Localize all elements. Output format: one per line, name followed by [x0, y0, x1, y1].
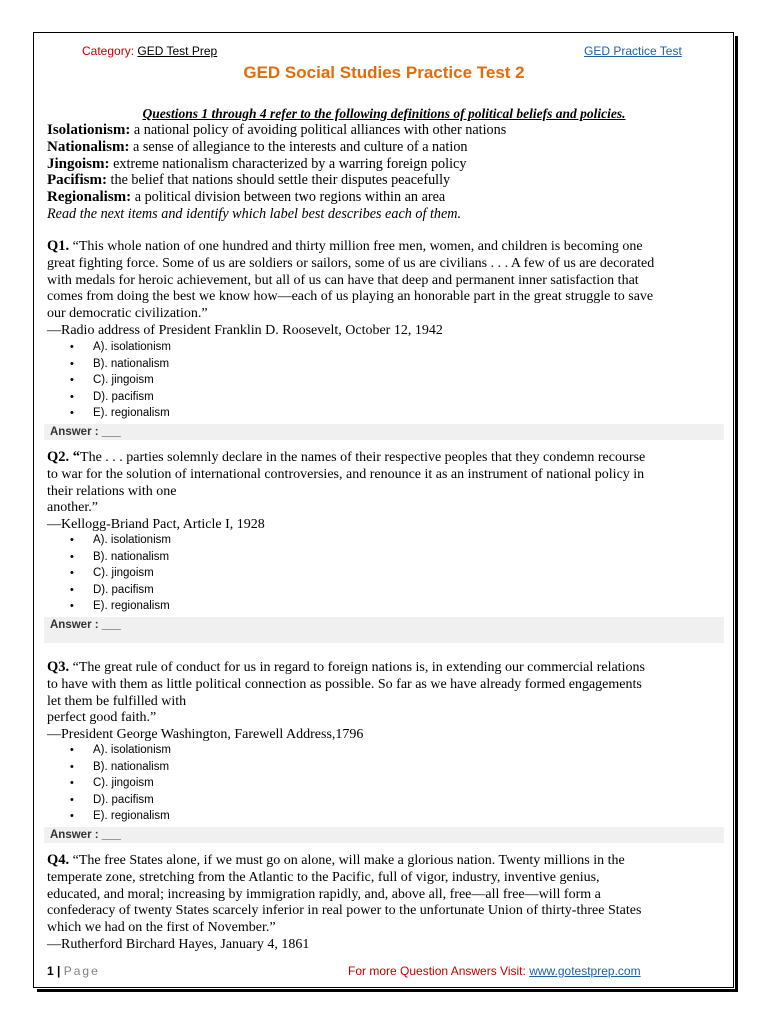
answer-field-q1[interactable]: Answer : ___: [44, 424, 724, 440]
question-source: —Radio address of President Franklin D. Roosevelt, October 12, 1942: [47, 322, 443, 338]
question-line: with medals for heroic achievement, but all of us can have that deep and permanent inner satisfaction that: [47, 272, 639, 288]
footer-website-link[interactable]: www.gotestprep.com: [529, 964, 641, 978]
question-source: —President George Washington, Farewell Address,1796: [47, 727, 364, 743]
definition-item: [47, 172, 727, 189]
question-line: perfect good faith.”: [47, 710, 157, 726]
footer-visit-text: For more Question Answers Visit:: [348, 964, 530, 978]
option-e[interactable]: • E). regionalism: [70, 598, 171, 615]
question-number: Q2. “: [47, 449, 81, 465]
question-line: “The free States alone, if we must go on alone, will make a glorious nation. Twenty millions in the: [69, 853, 625, 868]
option-c[interactable]: • C). jingoism: [70, 372, 171, 389]
question-line: to war for the solution of international controversies, and renounce it as an instrument of national policy in: [47, 466, 645, 482]
option-a[interactable]: • A). isolationism: [70, 339, 171, 356]
question-number: Q3.: [47, 659, 70, 675]
question-source: —Rutherford Birchard Hayes, January 4, 1861: [47, 936, 310, 952]
options-list-q3: [70, 742, 171, 825]
definition-text: a sense of allegiance to the interests and culture of a nation: [129, 138, 468, 155]
definition-text: a political division between two regions within an area: [131, 189, 446, 206]
question-number: Q4.: [47, 852, 70, 868]
question-line: “This whole nation of one hundred and thirty million free men, women, and children is becoming one: [69, 239, 643, 254]
definition-term: Isolationism:: [47, 122, 131, 138]
question-line: temperate zone, stretching from the Atlantic to the Pacific, full of vigor, industry, inventive genius,: [47, 869, 600, 885]
options-list-q1: [70, 339, 171, 422]
definition-text: a national policy of avoiding political alliances with other nations: [130, 122, 507, 138]
question-4: [47, 852, 725, 954]
question-line: another.”: [47, 500, 98, 516]
option-d[interactable]: • D). pacifism: [70, 792, 171, 809]
definition-term: Pacifism:: [47, 172, 107, 189]
option-e[interactable]: • E). regionalism: [70, 405, 171, 422]
question-2: [47, 449, 725, 534]
definition-term: Nationalism:: [47, 138, 130, 155]
page-separator: |: [53, 964, 64, 978]
question-line: let them be fulfilled with: [47, 693, 187, 709]
category-label: Category:: [82, 44, 135, 58]
definition-item: [47, 122, 727, 139]
option-c[interactable]: • C). jingoism: [70, 775, 171, 792]
answer-field-q2[interactable]: Answer : ___: [44, 617, 724, 643]
question-source: —Kellogg-Briand Pact, Article I, 1928: [47, 517, 265, 533]
practice-test-link[interactable]: GED Practice Test: [584, 44, 682, 58]
category-link[interactable]: GED Test Prep: [137, 44, 218, 58]
footer-page-number: [47, 964, 100, 978]
instructions: Questions 1 through 4 refer to the following definitions of political beliefs and policies.: [142, 106, 626, 121]
definition-term: Regionalism:: [47, 189, 132, 206]
page-number: 1: [47, 964, 54, 978]
question-line: their relations with one: [47, 483, 177, 499]
question-line: to have with them as little political connection as possible. So far as we have already formed engagements: [47, 676, 642, 692]
option-d[interactable]: • D). pacifism: [70, 389, 171, 406]
question-line: our democratic civilization.”: [47, 306, 208, 322]
definition-text: extreme nationalism characterized by a warring foreign policy: [109, 155, 467, 172]
definition-item: [47, 156, 727, 173]
options-list-q2: [70, 532, 171, 615]
option-b[interactable]: • B). nationalism: [70, 759, 171, 776]
definition-item: [47, 139, 727, 156]
question-1: [47, 238, 725, 340]
option-c[interactable]: • C). jingoism: [70, 565, 171, 582]
question-3: [47, 659, 725, 744]
option-b[interactable]: • B). nationalism: [70, 549, 171, 566]
question-line: The . . . parties solemnly declare in the names of their respective peoples that they condemn recourse: [80, 450, 646, 465]
definition-term: Jingoism:: [47, 155, 110, 172]
question-line: confederacy of twenty States scarcely inferior in real power to the unfortunate Union of thirty-three States: [47, 903, 642, 919]
definition-item: [47, 189, 727, 206]
answer-field-q3[interactable]: Answer : ___: [44, 827, 724, 843]
question-line: great fighting force. Some of us are soldiers or sailors, some of us are civilians . . . A few of us are decorated: [47, 255, 655, 271]
option-e[interactable]: • E). regionalism: [70, 808, 171, 825]
option-a[interactable]: • A). isolationism: [70, 742, 171, 759]
question-line: “The great rule of conduct for us in regard to foreign nations is, in extending our commercial relations: [69, 660, 645, 675]
read-instruction: Read the next items and identify which label best describes each of them.: [47, 205, 462, 222]
page-word: Page: [63, 964, 100, 978]
question-line: which we had on the first of November.”: [47, 920, 276, 936]
option-a[interactable]: • A). isolationism: [70, 532, 171, 549]
question-number: Q1.: [47, 238, 70, 254]
definition-text: the belief that nations should settle their disputes peacefully: [106, 172, 451, 189]
definitions: [47, 122, 727, 223]
category-line: [82, 44, 217, 58]
question-line: educated, and moral; increasing by immigration rapidly, and, above all, free—all free—will form a: [47, 886, 601, 902]
page-title: GED Social Studies Practice Test 2: [243, 63, 525, 82]
option-b[interactable]: • B). nationalism: [70, 356, 171, 373]
question-line: comes from doing the best we know how—each of us playing an honorable part in the great struggle to save: [47, 289, 654, 305]
footer-visit: [348, 964, 641, 978]
option-d[interactable]: • D). pacifism: [70, 582, 171, 599]
